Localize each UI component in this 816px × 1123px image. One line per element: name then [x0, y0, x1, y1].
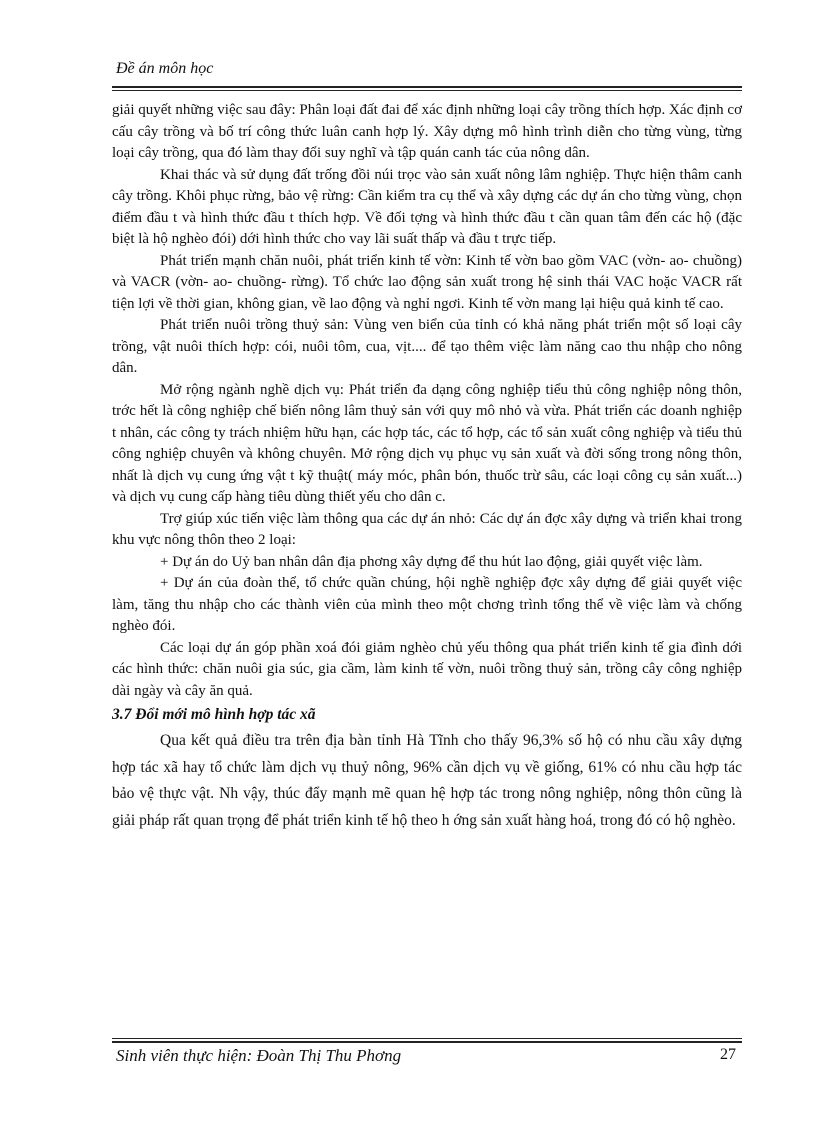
header-rule-thick [112, 86, 742, 88]
footer-rule-thin [112, 1038, 742, 1039]
body-paragraph: Phát triển nuôi trồng thuỷ sản: Vùng ven biển của tỉnh có khả năng phát triển một số loại cây trồng, vật nuôi thích hợp: cói, nuôi tôm, cua, vịt.... để tạo thêm việc làm năng cao thu nhập cho nông dân. [112, 317, 742, 376]
footer-author: Sinh viên thực hiện: Đoàn Thị Thu Phơng [116, 1046, 402, 1065]
page-number: 27 [720, 1046, 736, 1063]
section-heading: 3.7 Đổi mới mô hình hợp tác xã [112, 706, 316, 723]
footer-rule-thick [112, 1041, 742, 1043]
page-footer [112, 1044, 742, 1070]
body-paragraph: + Dự án do Uỷ ban nhân dân địa phơng xây dựng để thu hút lao động, giải quyết việc làm. [160, 553, 703, 570]
body-paragraph: + Dự án của đoàn thể, tổ chức quần chúng, hội nghề nghiệp đợc xây dựng để giải quyết việc làm, tăng thu nhập cho các thành viên của mình theo một chơng trình tổng thể về việc làm và chống nghèo đói. [112, 575, 742, 634]
body-paragraph: Qua kết quả điều tra trên địa bàn tỉnh Hà Tĩnh cho thấy 96,3% số hộ có nhu cầu xây dựng hợp tác xã hay tổ chức làm dịch vụ thuỷ nông, 96% cần dịch vụ về giống, 61% có nhu cầu hợp tác bảo vệ thực vật. Nh vậy, thúc đẩy mạnh mẽ quan hệ hợp tác trong nông nghiệp, nông thôn cũng là giải pháp rất quan trọng để phát triển kinh tế hộ theo h ớng sản xuất hàng hoá, trong đó có hộ nghèo. [112, 732, 742, 829]
document-body [112, 100, 742, 834]
body-paragraph: giải quyết những việc sau đây: Phân loại đất đai để xác định những loại cây trồng thích hợp. Xác định cơ cấu cây trồng và bố trí công thức luân canh hợp lý. Xây dựng mô hình trình diễn cho từng vùng, từng loại cây trồng, qua đó làm thay đổi suy nghĩ và tập quán canh tác của nông dân. [112, 102, 742, 161]
header-title: Đề án môn học [116, 60, 214, 77]
page-header [112, 60, 742, 84]
body-paragraph: Các loại dự án góp phần xoá đói giảm nghèo chủ yếu thông qua phát triển kinh tế gia đình dới các hình thức: chăn nuôi gia súc, gia cầm, làm kinh tế vờn, nuôi trồng thuỷ sản, trồng cây công nghiệp dài ngày và cây ăn quả. [112, 639, 742, 699]
body-paragraph: Phát triển mạnh chăn nuôi, phát triển kinh tế vờn: Kinh tế vờn bao gồm VAC (vờn- ao- chuồng) và VACR (vờn- ao- chuồng- rừng). Tổ chức lao động sản xuất trong hệ sinh thái VAC hoặc VACR rất tiện lợi về thời gian, không gian, về lao động và nghỉ ngơi. Kinh tế vờn mang lại hiệu quả kinh tế cao. [112, 252, 742, 312]
body-paragraph: Mở rộng ngành nghề dịch vụ: Phát triển đa dạng công nghiệp tiểu thủ công nghiệp nông thôn, trớc hết là công nghiệp chế biến nông lâm thuỷ sản với quy mô nhỏ và vừa. Phát triển các doanh nghiệp t nhân, các công ty trách nhiệm hữu hạn, các hợp tác, các tổ hợp, các tổ sản xuất công nghiệp và tiểu thủ công nghiệp chuyên và không chuyên. Mở rộng dịch vụ phục vụ sản xuất và đời sống trong nông thôn, nhất là dịch vụ cung ứng vật t kỹ thuật( máy móc, phân bón, thuốc trừ sâu, các loại công cụ sản xuất...) và dịch vụ cung cấp hàng tiêu dùng thiết yếu cho dân c. [112, 381, 742, 505]
body-paragraph: Khai thác và sử dụng đất trống đồi núi trọc vào sản xuất nông lâm nghiệp. Thực hiện thâm canh cây trồng. Khôi phục rừng, bảo vệ rừng: Cần kiểm tra cụ thể và xây dựng các dự án cho từng vùng, chọn điểm đầu t và hình thức đầu t thích hợp. Về đối tợng và hình thức đầu t cần quan tâm đến các hộ (đặc biệt là hộ nghèo đói) dới hình thức cho vay lãi suất thấp và đầu t trực tiếp. [112, 166, 742, 247]
header-rule-thin [112, 90, 742, 91]
body-paragraph: Trợ giúp xúc tiến việc làm thông qua các dự án nhỏ: Các dự án đợc xây dựng và triển khai trong khu vực nông thôn theo 2 loại: [112, 510, 742, 548]
